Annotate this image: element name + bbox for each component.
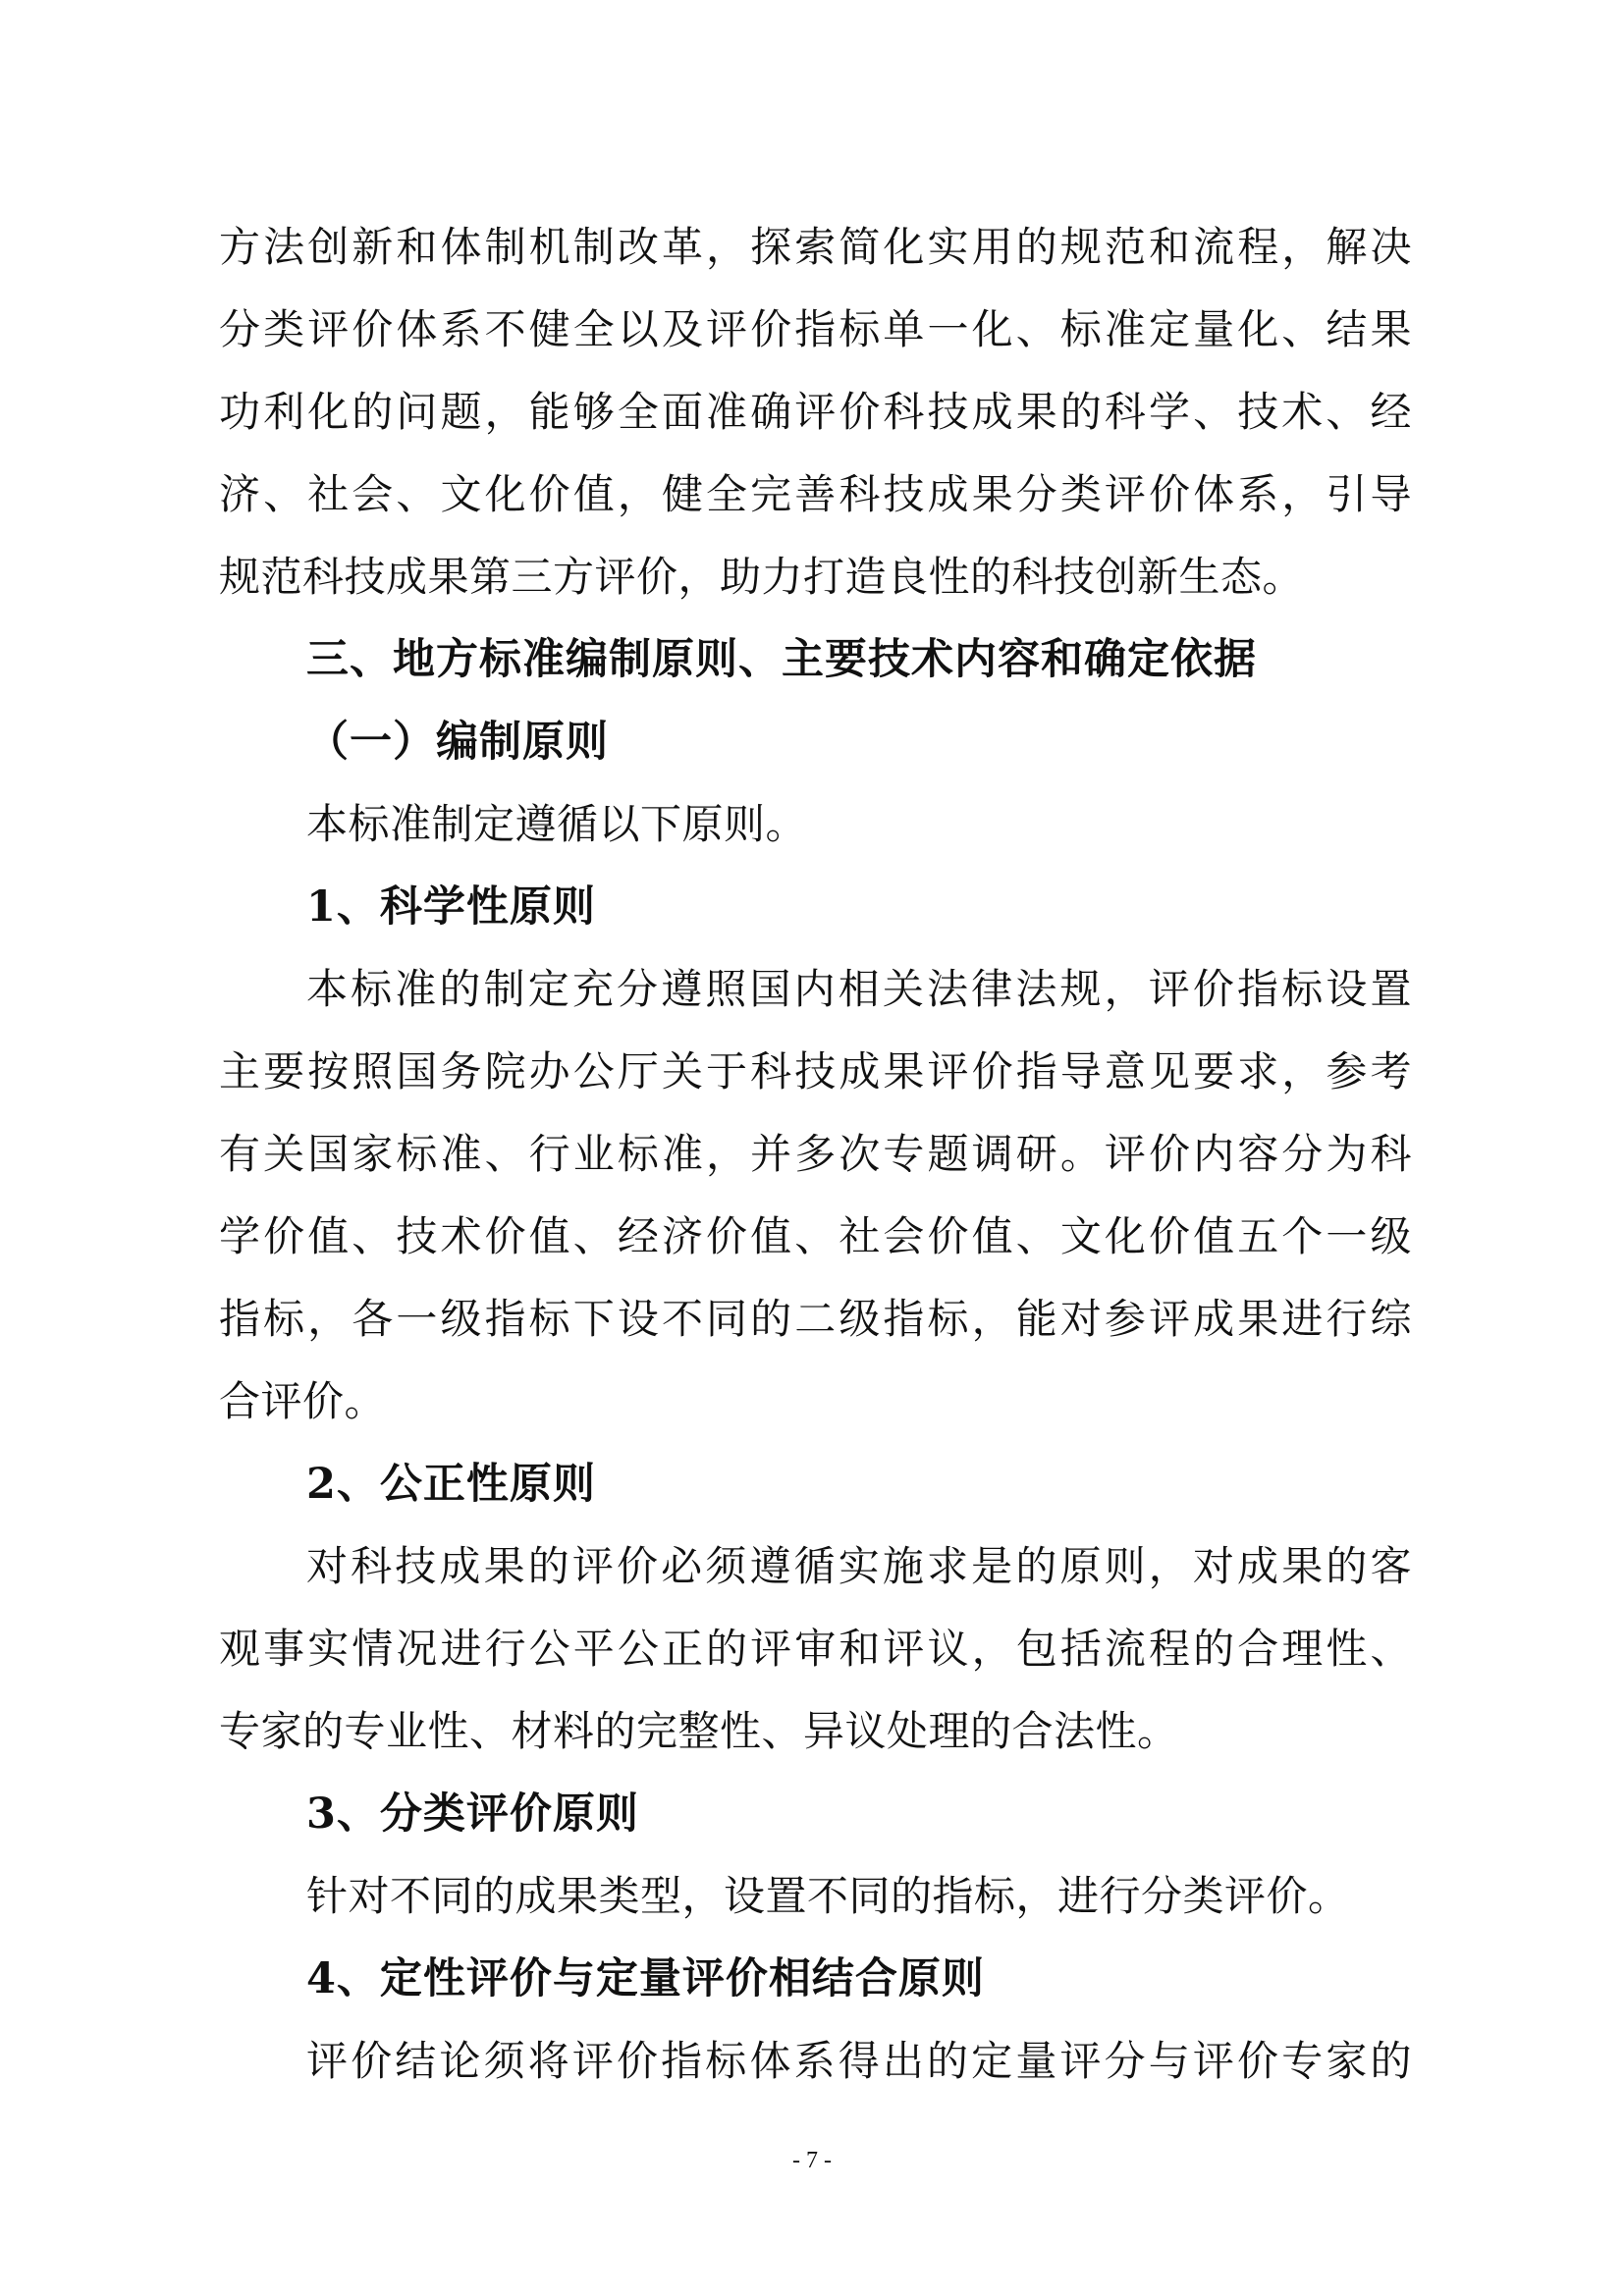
principle-2-line-2: 观事实情况进行公平公正的评审和评议，包括流程的合理性、 bbox=[219, 1625, 1412, 1673]
page-number: - 7 - bbox=[792, 2148, 832, 2173]
intro-line-5: 规范科技成果第三方评价，助力打造良性的科技创新生态。 bbox=[219, 553, 1305, 601]
intro-line-3: 功利化的问题，能够全面准确评价科技成果的科学、技术、经 bbox=[219, 388, 1412, 436]
principle-4-heading: 4、定性评价与定量评价相结合原则 bbox=[306, 1954, 985, 2003]
intro-line-2: 分类评价体系不健全以及评价指标单一化、标准定量化、结果 bbox=[219, 305, 1412, 353]
intro-line-4: 济、社会、文化价值，健全完善科技成果分类评价体系，引导 bbox=[219, 470, 1412, 518]
principle-1-line-4: 学价值、技术价值、经济价值、社会价值、文化价值五个一级 bbox=[219, 1212, 1412, 1260]
principle-1-line-2: 主要按照国务院办公厅关于科技成果评价指导意见要求，参考 bbox=[219, 1047, 1412, 1095]
section-heading: 三、地方标准编制原则、主要技术内容和确定依据 bbox=[306, 635, 1257, 684]
principle-4-line-1: 评价结论须将评价指标体系得出的定量评分与评价专家的 bbox=[306, 2037, 1412, 2085]
principles-intro: 本标准制定遵循以下原则。 bbox=[306, 800, 808, 848]
principle-3-line-1: 针对不同的成果类型，设置不同的指标，进行分类评价。 bbox=[306, 1872, 1350, 1920]
principle-2-heading: 2、公正性原则 bbox=[306, 1460, 596, 1509]
principle-2-line-3: 专家的专业性、材料的完整性、异议处理的合法性。 bbox=[219, 1707, 1179, 1755]
principle-1-line-3: 有关国家标准、行业标准，并多次专题调研。评价内容分为科 bbox=[219, 1130, 1412, 1178]
subsection-heading: （一）编制原则 bbox=[306, 718, 609, 767]
intro-line-1: 方法创新和体制机制改革，探索简化实用的规范和流程，解决 bbox=[219, 223, 1412, 271]
principle-3-heading: 3、分类评价原则 bbox=[306, 1789, 639, 1839]
principle-1-line-5: 指标，各一级指标下设不同的二级指标，能对参评成果进行综 bbox=[219, 1295, 1412, 1343]
principle-1-heading: 1、科学性原则 bbox=[306, 882, 596, 932]
principle-1-line-6: 合评价。 bbox=[219, 1377, 387, 1425]
principle-1-line-1: 本标准的制定充分遵照国内相关法律法规，评价指标设置 bbox=[306, 965, 1412, 1013]
principle-2-line-1: 对科技成果的评价必须遵循实施求是的原则，对成果的客 bbox=[306, 1542, 1412, 1590]
